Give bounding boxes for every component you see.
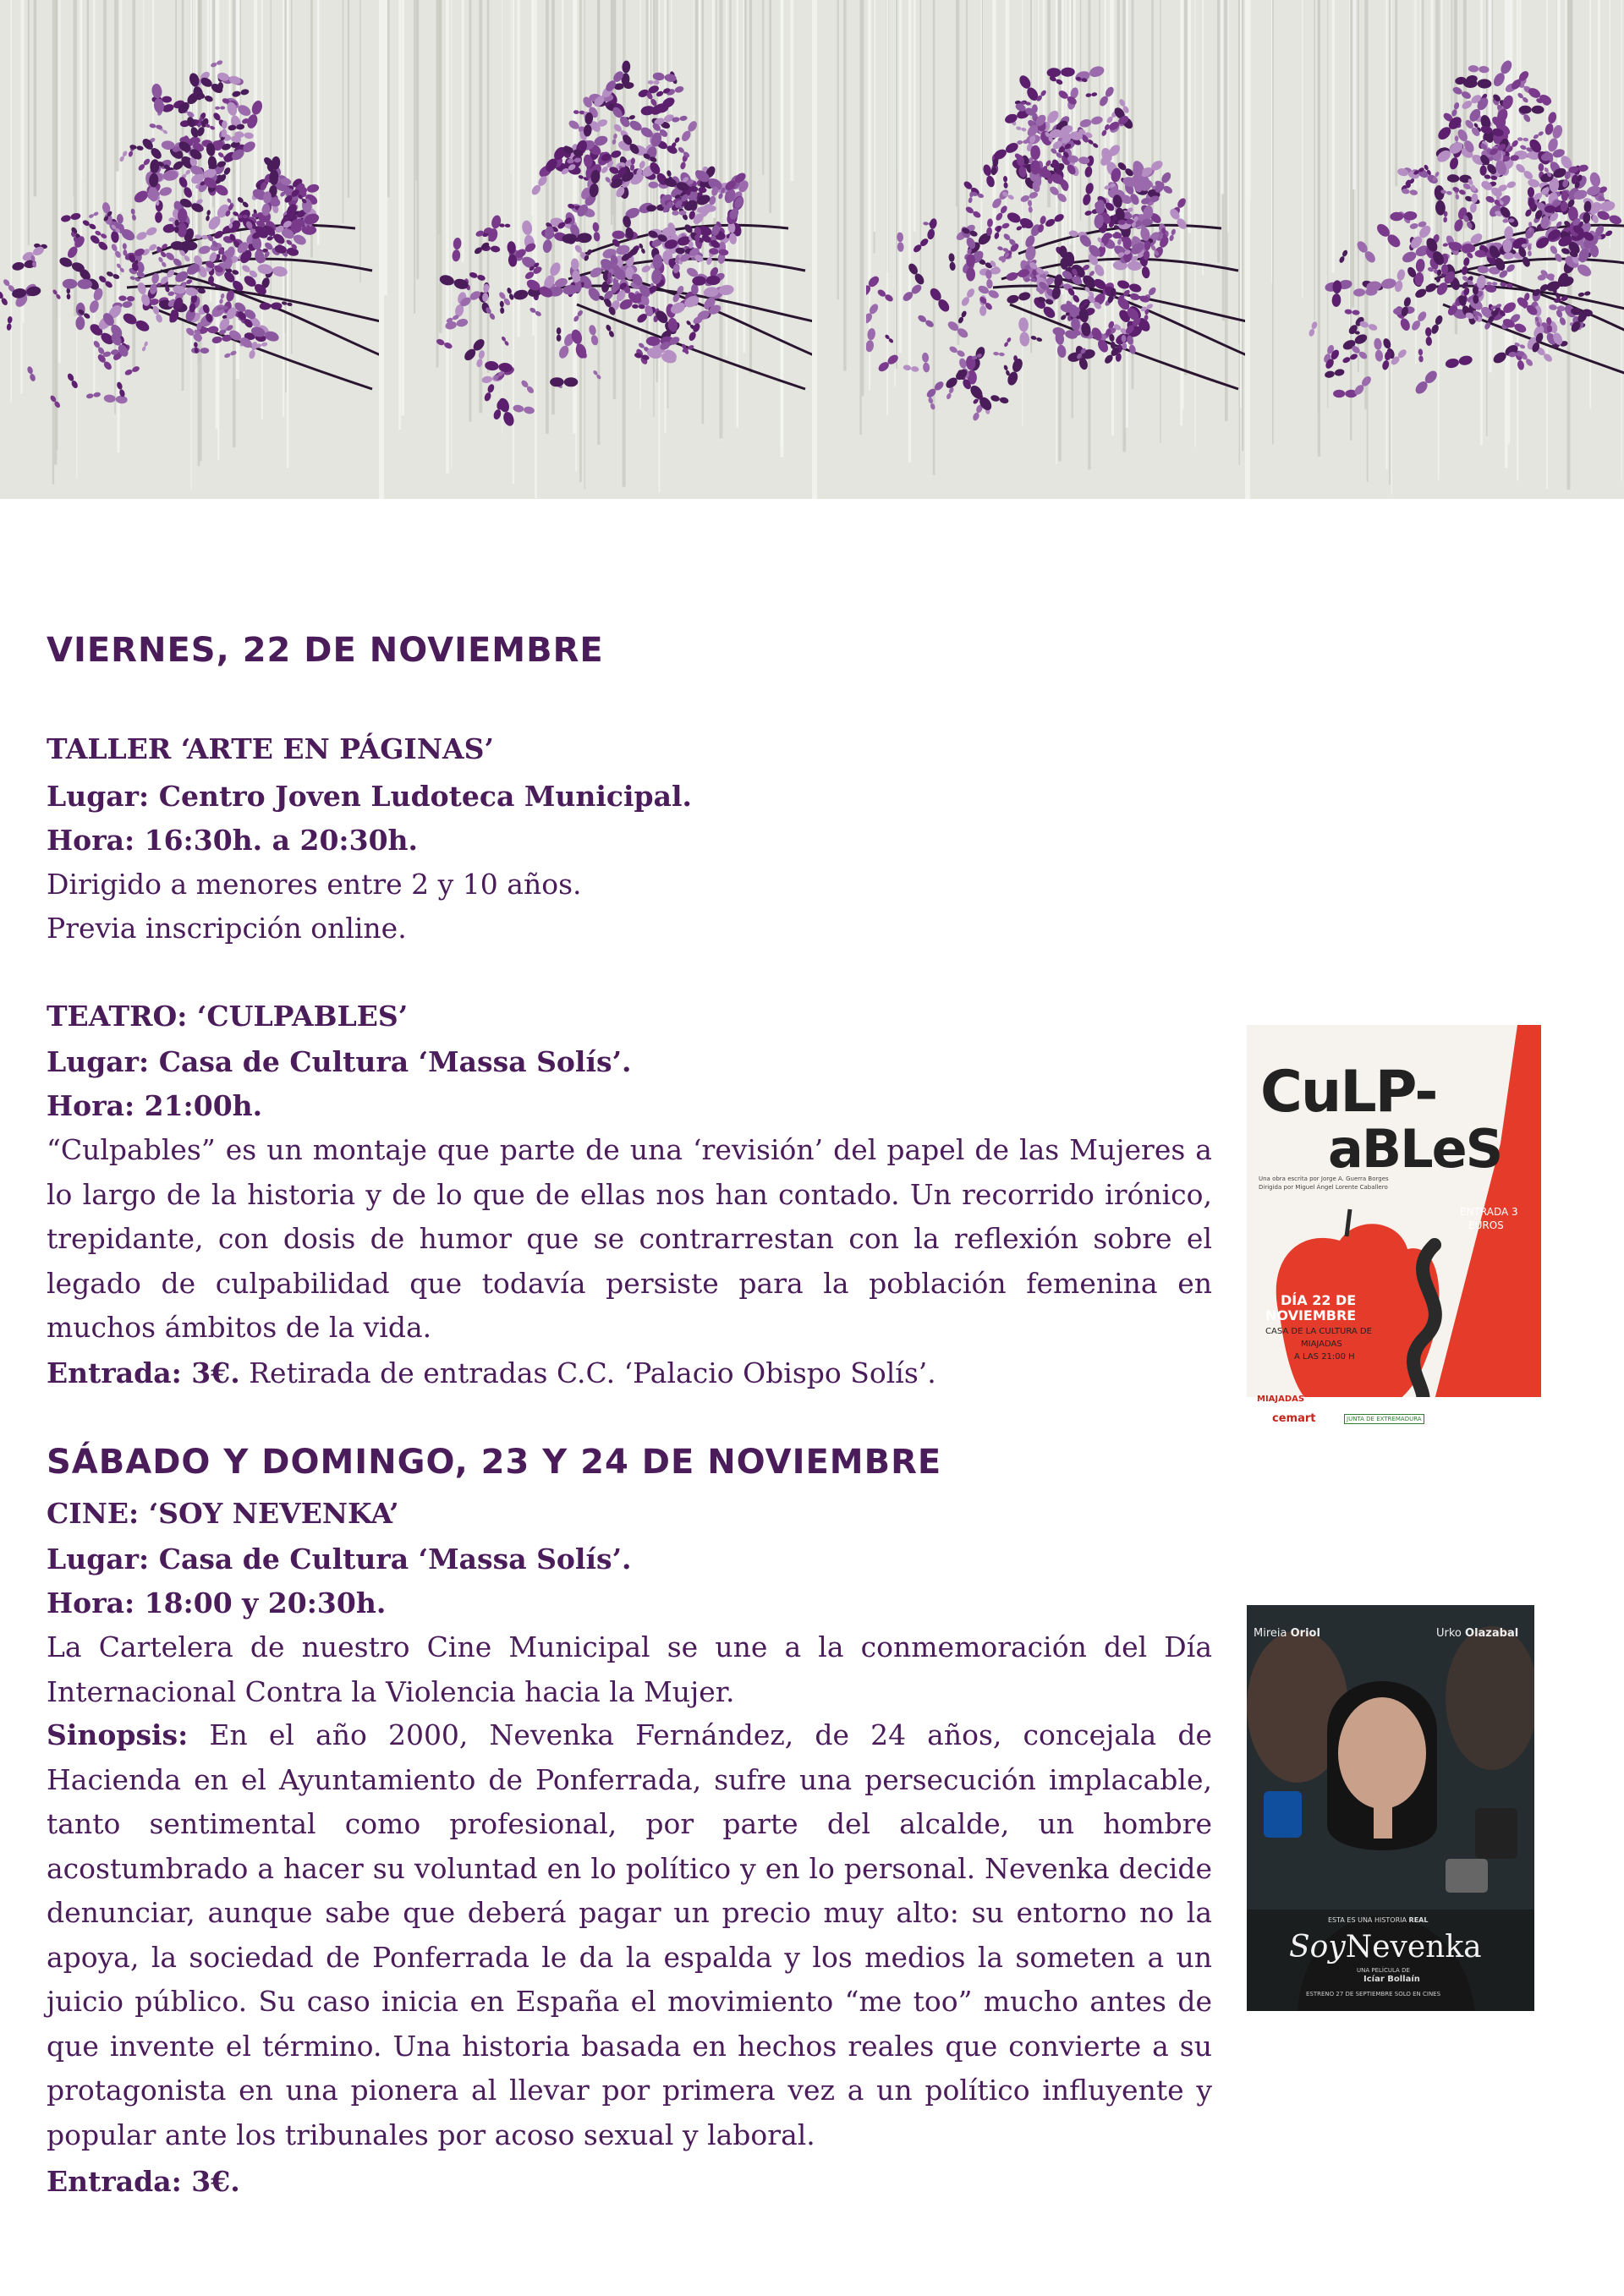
poster-actor: Urko Olazabal bbox=[1436, 1627, 1519, 1640]
poster-date: DÍA 22 DE bbox=[1281, 1292, 1357, 1308]
event-time: Hora: 18:00 y 20:30h. bbox=[47, 1586, 387, 1619]
event-entry: Entrada: 3€. bbox=[47, 2165, 240, 2198]
event-time: Hora: 21:00h. bbox=[47, 1089, 263, 1122]
poster-director-label: UNA PELÍCULA DE bbox=[1357, 1967, 1410, 1974]
banner-divider bbox=[379, 0, 384, 499]
soy-nevenka-poster bbox=[1247, 1605, 1534, 2011]
poster-venue: A LAS 21:00 H bbox=[1294, 1352, 1355, 1362]
poster-date: NOVIEMBRE bbox=[1265, 1307, 1357, 1323]
butterfly-tree-illustration bbox=[1299, 0, 1624, 499]
event-title-workshop: TALLER ‘ARTE EN PÁGINAS’ bbox=[47, 732, 494, 765]
butterfly-tree-illustration bbox=[866, 0, 1299, 499]
poster-release: ESTRENO 27 DE SEPTIEMBRE SOLO EN CINES bbox=[1306, 1991, 1441, 1997]
event-title-cinema: CINE: ‘SOY NEVENKA’ bbox=[47, 1497, 399, 1530]
poster-tagline: ESTA ES UNA HISTORIA REAL bbox=[1328, 1916, 1429, 1924]
synopsis-label: Sinopsis: bbox=[47, 1718, 189, 1751]
poster-sponsor: cemart bbox=[1272, 1412, 1316, 1425]
butterfly-tree-illustration bbox=[433, 0, 866, 499]
poster-credits: Dirigida por Miguel Ángel Lorente Caballero bbox=[1259, 1184, 1388, 1191]
event-place: Lugar: Casa de Cultura ‘Massa Solís’. bbox=[47, 1045, 632, 1078]
poster-town: MIAJADAS bbox=[1257, 1395, 1305, 1404]
event-note: Previa inscripción online. bbox=[47, 912, 407, 945]
entry-label: Entrada: 3€. bbox=[47, 1356, 240, 1389]
header-banner bbox=[0, 0, 1624, 499]
poster-price: EUROS bbox=[1468, 1219, 1504, 1231]
poster-title: SoyNevenka bbox=[1289, 1930, 1482, 1964]
event-entry bbox=[47, 1351, 936, 1395]
day-heading-friday: VIERNES, 22 DE NOVIEMBRE bbox=[47, 631, 604, 670]
poster-credits: Una obra escrita por Jorge A. Guerra Borges bbox=[1259, 1175, 1389, 1182]
event-description: La Cartelera de nuestro Cine Municipal se une a la conmemoración del Día Internacional Contra la Violencia hacia la Mujer. bbox=[47, 1630, 1212, 1708]
culpables-poster bbox=[1247, 1025, 1541, 1439]
event-title-theatre: TEATRO: ‘CULPABLES’ bbox=[47, 1000, 409, 1033]
event-synopsis bbox=[47, 1713, 1212, 2157]
banner-divider bbox=[1245, 0, 1250, 499]
event-note: Dirigido a menores entre 2 y 10 años. bbox=[47, 868, 582, 901]
butterfly-tree-illustration bbox=[0, 0, 433, 499]
poster-director: Icíar Bollaín bbox=[1363, 1975, 1420, 1984]
poster-price: ENTRADA 3 bbox=[1460, 1206, 1518, 1218]
banner-divider bbox=[812, 0, 817, 499]
poster-actor: Mireia Oriol bbox=[1254, 1627, 1320, 1640]
poster-venue: CASA DE LA CULTURA DE bbox=[1265, 1327, 1372, 1336]
event-place: Lugar: Centro Joven Ludoteca Municipal. bbox=[47, 780, 693, 813]
event-description: “Culpables” es un montaje que parte de una ‘revisión’ del papel de las Mujeres a lo largo de la historia y de lo que de ellas nos han contado. Un recorrido irónico, trepidante, con dosis de humor que se contrarrestan con la reflexión sobre el legado de culpabilidad que todavía persiste para la población femenina en muchos ámbitos de la vida. bbox=[47, 1133, 1212, 1344]
event-place: Lugar: Casa de Cultura ‘Massa Solís’. bbox=[47, 1543, 632, 1575]
event-time: Hora: 16:30h. a 20:30h. bbox=[47, 824, 419, 857]
poster-venue: MIAJADAS bbox=[1301, 1340, 1342, 1349]
day-heading-weekend: SÁBADO Y DOMINGO, 23 Y 24 DE NOVIEMBRE bbox=[47, 1443, 942, 1482]
poster-title: CuLP- bbox=[1260, 1059, 1437, 1126]
synopsis-text: En el año 2000, Nevenka Fernández, de 24 años, concejala de Hacienda en el Ayuntamiento de Ponferrada, sufre una persecución implacable, tanto sentimental como profesional, por parte del alcalde, un hombre acostumbrado a hacer su voluntad en lo político y en lo personal. Nevenka decide denunciar, aunque sabe que deberá pagar un precio muy alto: su entorno no la apoya, la sociedad de Ponferrada le da la espalda y los medios la someten a un juicio público. Su caso inicia en España el movimiento “me too” mucho antes de que invente el término. Una historia basada en hechos reales que convierte a su protagonista en una pionera al llevar por primera vez a un político influyente y popular ante los tribunales por acoso sexual y laboral. bbox=[47, 1718, 1212, 2151]
poster-title: aBLeS bbox=[1328, 1118, 1502, 1180]
poster-sponsor: JUNTA DE EXTREMADURA bbox=[1344, 1414, 1424, 1424]
entry-text: Retirada de entradas C.C. ‘Palacio Obispo Solís’. bbox=[239, 1356, 936, 1389]
